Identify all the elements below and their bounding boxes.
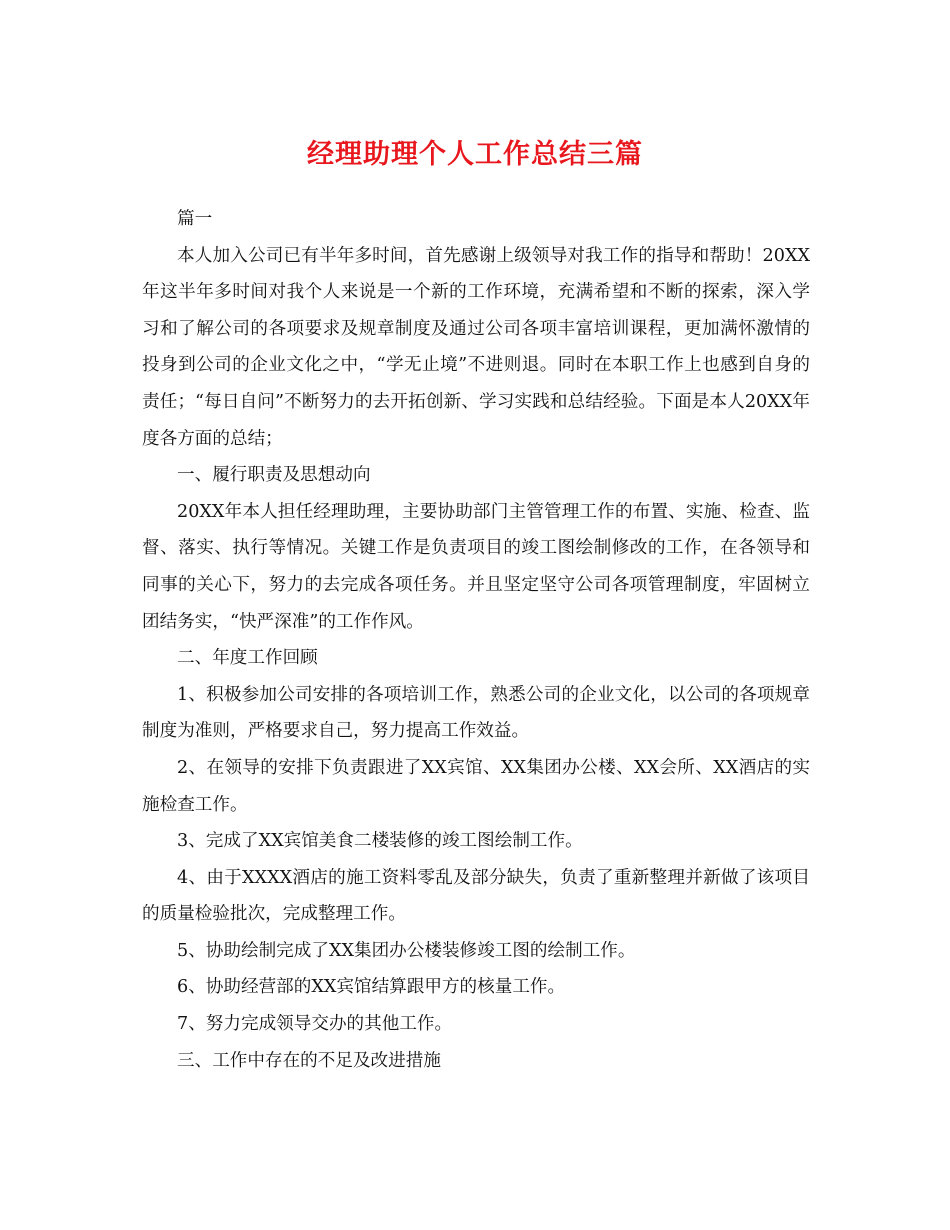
review-item-4: 4、由于XXXX酒店的施工资料零乱及部分缺失，负责了重新整理并新做了该项目的质量检验批次，完成整理工作。 bbox=[142, 867, 810, 925]
section-heading-2: 二、年度工作回顾 bbox=[177, 648, 318, 669]
review-item-2: 2、在领导的安排下负责跟进了XX宾馆、XX集团办公楼、XX会所、XX酒店的实施检查工作。 bbox=[142, 757, 810, 815]
review-item-1: 1、积极参加公司安排的各项培训工作，熟悉公司的企业文化，以公司的各项规章制度为准则，严格要求自己，努力提高工作效益。 bbox=[142, 684, 810, 742]
review-item-7: 7、努力完成领导交办的其他工作。 bbox=[177, 1014, 453, 1035]
document-body bbox=[142, 201, 810, 1079]
section-heading-1: 一、履行职责及思想动向 bbox=[177, 465, 371, 486]
section-heading-3: 三、工作中存在的不足及改进措施 bbox=[177, 1050, 441, 1071]
duties-paragraph: 20XX年本人担任经理助理，主要协助部门主管管理工作的布置、实施、检查、监督、落实、执行等情况。关键工作是负责项目的竣工图绘制修改的工作，在各领导和同事的关心下，努力的去完成各项任务。并且坚定坚守公司各项管理制度，牢固树立团结务实，“快严深准”的工作作风。 bbox=[142, 501, 810, 632]
review-item-6: 6、协助经营部的XX宾馆结算跟甲方的核量工作。 bbox=[177, 977, 566, 998]
intro-paragraph: 本人加入公司已有半年多时间，首先感谢上级领导对我工作的指导和帮助！20XX年这半年多时间对我个人来说是一个新的工作环境，充满希望和不断的探索，深入学习和了解公司的各项要求及规章制度及通过公司各项丰富培训课程，更加满怀激情的投身到公司的企业文化之中，“学无止境”不进则退。同时在本职工作上也感到自身的责任；“每日自问”不断努力的去开拓创新、学习实践和总结经验。下面是本人20XX年度各方面的总结； bbox=[142, 245, 810, 449]
review-item-3: 3、完成了XX宾馆美食二楼装修的竣工图绘制工作。 bbox=[177, 831, 583, 852]
document-title: 经理助理个人工作总结三篇 bbox=[307, 139, 643, 170]
review-item-5: 5、协助绘制完成了XX集团办公楼装修竣工图的绘制工作。 bbox=[177, 940, 636, 961]
section-label: 篇一 bbox=[177, 209, 213, 229]
